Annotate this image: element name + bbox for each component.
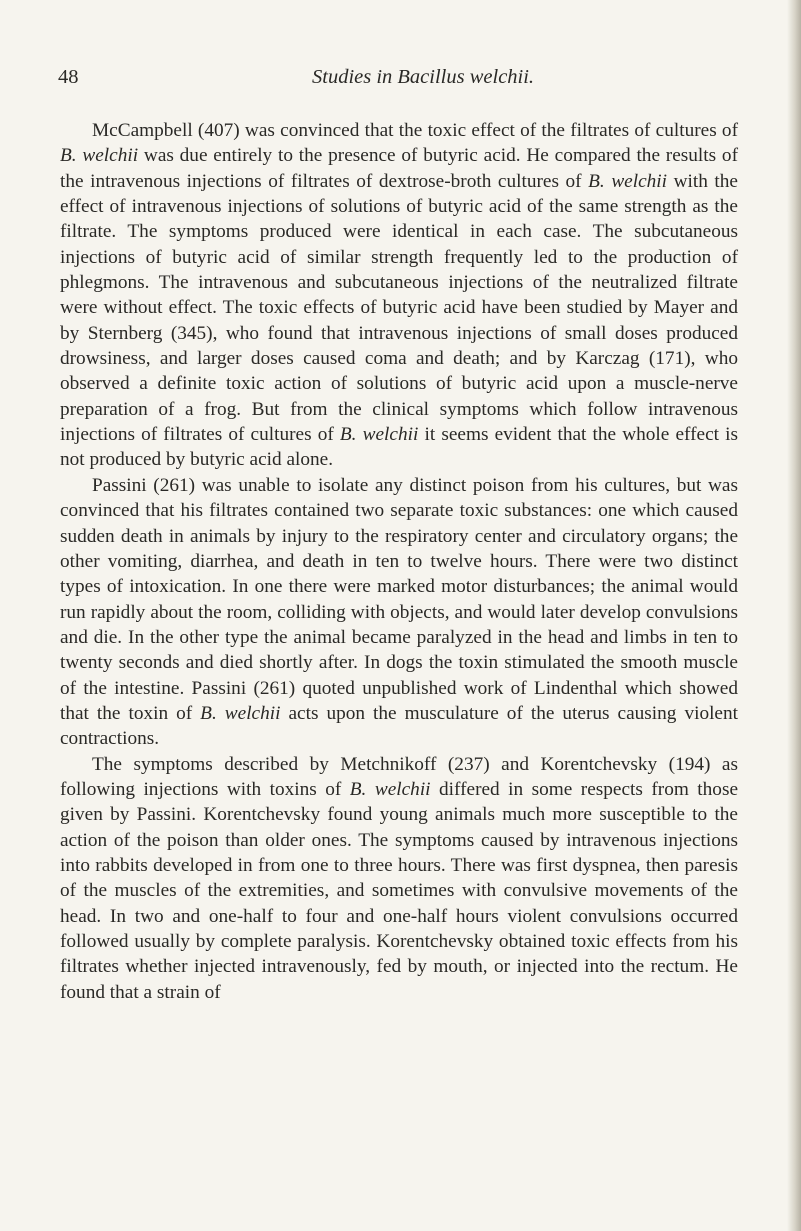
- text-run: acts upon the musculature of the uterus causing violent contractions.: [60, 702, 738, 750]
- text-run: with the effect of intravenous injections of solutions of butyric acid of the same strength as the filtrate. The symptoms produced were identical in each case. The subcutaneous injections of butyric acid of similar strength frequently led to the production of phlegmons. The intravenous and subcutaneous injections of the neutralized filtrate were without effect. The toxic effects of butyric acid have been studied by Mayer and by Sternberg (345), who found that intravenous injections of small doses produced drowsiness, and larger doses caused coma and death; and by Karczag (171), who observed a definite toxic action of solutions of butyric acid upon a muscle-nerve preparation of a frog. But from the clinical symptoms which follow intravenous injections of filtrates of cultures of: [60, 170, 738, 446]
- text-run: was due entirely to the presence of butyric acid. He compared the results of the intravenous injections of filtrates of dextrose-broth cultures of: [60, 145, 738, 192]
- text-run: Passini (261) was unable to isolate any distinct poison from his cultures, but was convinced that his filtrates contained two separate toxic substances: one which caused sudden death in animals by injury to the respiratory center and circulatory organs; the other vomiting, diarrhea, and death in ten to twelve hours. There were two distinct types of intoxication. In one there were marked motor disturbances; the animal would run rapidly about the room, colliding with objects, and would later develop convulsions and die. In the other type the animal became paralyzed in the head and limbs in ten to twenty seconds and died shortly after. In dogs the toxin stimulated the smooth muscle of the intestine. Passini (261) quoted unpublished work of Lindenthal which showed that the toxin of: [60, 474, 738, 724]
- paragraph: [60, 118, 738, 473]
- text-run: The symptoms described by Metchnikoff (237) and Korentchevsky (194) as following injections with toxins of: [60, 753, 738, 800]
- paragraph: [60, 752, 738, 1005]
- italic-species-name: B. welchii: [349, 778, 431, 800]
- text-run: differed in some respects from those given by Passini. Korentchevsky found young animals much more susceptible to the action of the poison than older ones. The symptoms caused by intravenous injections into rabbits developed in from one to three hours. There was first dyspnea, then paresis of the muscles of the extremities, and sometimes with convulsive movements of the head. In two and one-half to four and one-half hours violent convulsions occurred followed usually by complete paralysis. Korentchevsky obtained toxic effects from his filtrates whether injected intravenously, fed by mouth, or injected into the rectum. He found that a strain of: [60, 778, 739, 1003]
- body-text: [60, 118, 738, 1005]
- page-edge-shadow: [787, 0, 801, 1231]
- italic-species-name: B. welchii: [200, 702, 281, 724]
- italic-species-name: B. welchii: [339, 424, 419, 446]
- italic-species-name: B. welchii: [60, 145, 139, 167]
- page-number: 48: [58, 66, 79, 88]
- text-run: McCampbell (407) was convinced that the toxic effect of the filtrates of cultures of: [92, 120, 738, 141]
- page-header: [58, 66, 718, 96]
- running-title: Studies in Bacillus welchii.: [312, 66, 535, 88]
- text-run: it seems evident that the whole effect is not produced by butyric acid alone.: [60, 424, 739, 471]
- italic-species-name: B. welchii: [588, 170, 668, 192]
- paragraph: [60, 473, 738, 752]
